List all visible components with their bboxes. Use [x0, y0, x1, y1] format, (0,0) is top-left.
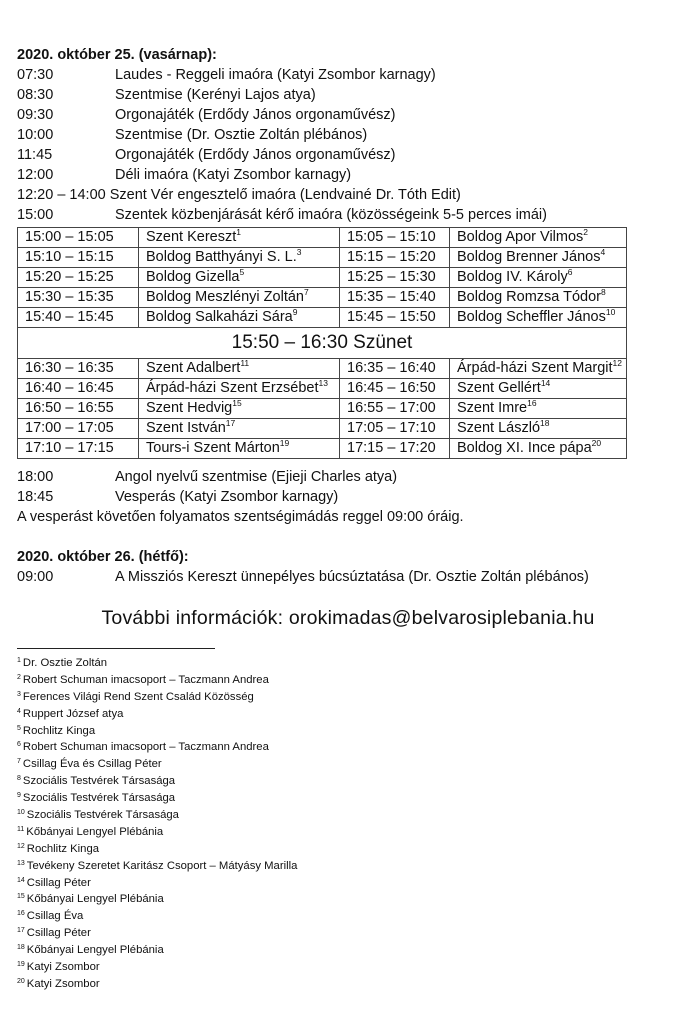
footnote — [17, 756, 297, 773]
slot-name-text: Szent Hedvig — [146, 400, 233, 416]
day1-heading: 2020. október 25. (vasárnap): — [17, 47, 217, 63]
footnote-text: Robert Schuman imacsoport – Taczmann Andrea — [22, 741, 269, 754]
slot-name-text: Szent István — [146, 420, 226, 436]
entry-time: 09:30 — [17, 107, 54, 123]
slot-name-text: Boldog Romzsa Tódor — [457, 289, 602, 305]
footnote-number: 18 — [17, 944, 25, 952]
schedule-entry — [17, 65, 436, 85]
footnote-ref[interactable]: 7 — [303, 287, 309, 297]
footnote-ref[interactable]: 18 — [540, 418, 550, 428]
slot-name — [139, 308, 340, 328]
table-row — [18, 248, 627, 268]
entry-text: Szentek közbenjárását kérő imaóra (közösségeink 5-5 perces imái) — [115, 207, 547, 223]
entry-text: Déli imaóra (Katyi Zsombor karnagy) — [115, 167, 352, 183]
slot-name — [450, 359, 627, 379]
footnote-separator — [17, 648, 215, 649]
slot-time: 15:05 – 15:10 — [340, 228, 450, 248]
entry-time: 08:30 — [17, 87, 54, 103]
table-row — [18, 399, 627, 419]
slot-name — [139, 268, 340, 288]
footnote-number: 1 — [17, 657, 21, 664]
slot-name-text: Tours-i Szent Márton — [146, 440, 280, 456]
footnote — [17, 655, 297, 672]
slot-name-text: Boldog Meszlényi Zoltán — [146, 289, 304, 305]
slot-name — [450, 379, 627, 399]
slot-time: 16:45 – 16:50 — [340, 379, 450, 399]
table-row — [18, 359, 627, 379]
footnote-ref[interactable]: 14 — [540, 378, 551, 388]
footnote — [17, 858, 297, 875]
slot-name-text: Boldog IV. Károly — [457, 269, 568, 285]
footnote-text: Ruppert József atya — [22, 707, 124, 720]
footnote — [17, 672, 297, 689]
footnote — [17, 807, 297, 824]
slot-name — [450, 228, 627, 248]
footnote — [17, 773, 297, 790]
slot-name-text: Szent Adalbert — [146, 360, 241, 376]
adoration-note: A vesperást követően folyamatos szentségimádás reggel 09:00 óráig. — [17, 509, 464, 525]
table-row — [18, 288, 627, 308]
footnote-ref[interactable]: 5 — [239, 267, 245, 277]
footnote-ref[interactable]: 10 — [605, 307, 616, 317]
footnote-ref[interactable]: 8 — [601, 287, 606, 297]
slot-name — [139, 288, 340, 308]
slot-time: 15:40 – 15:45 — [18, 308, 139, 328]
slot-time: 15:25 – 15:30 — [340, 268, 450, 288]
footnote — [17, 942, 297, 959]
footnote-text: Katyi Zsombor — [26, 961, 100, 974]
slot-name — [450, 399, 627, 419]
slot-time: 15:15 – 15:20 — [340, 248, 450, 268]
entry-text: Szentmise (Kerényi Lajos atya) — [115, 87, 316, 103]
entry-text: Szent Vér engesztelő imaóra (Lendvainé Dr. Tóth Edit) — [109, 187, 461, 203]
footnote-number: 12 — [17, 842, 25, 850]
footnote-text: Ferences Világi Rend Szent Család Közösség — [22, 690, 254, 703]
footnote-number: 15 — [17, 893, 25, 901]
schedule-entry — [17, 467, 397, 487]
footnote-ref[interactable]: 3 — [296, 247, 302, 257]
saints-schedule-table — [17, 227, 627, 459]
footnote-number: 3 — [17, 690, 21, 698]
footnote-ref[interactable]: 4 — [600, 247, 606, 257]
table-row — [18, 419, 627, 439]
slot-name-text: Boldog Apor Vilmos — [457, 229, 584, 245]
slot-time: 15:30 – 15:35 — [18, 288, 139, 308]
footnote-text: Csillag Éva — [26, 910, 84, 923]
slot-name — [139, 439, 340, 459]
footnote-number: 2 — [17, 673, 21, 681]
footnote-number: 6 — [17, 741, 21, 749]
footnote-ref[interactable]: 9 — [292, 307, 298, 317]
footnote-text: Tevékeny Szeretet Karitász Csoport – Mátyásy Marilla — [26, 859, 298, 872]
schedule-entry — [17, 85, 316, 105]
footnote-text: Kőbányai Lengyel Plébánia — [26, 893, 164, 906]
slot-time: 17:15 – 17:20 — [340, 439, 450, 459]
footnote-ref[interactable]: 13 — [318, 378, 328, 388]
footnote-text: Kőbányai Lengyel Plébánia — [26, 944, 164, 957]
break-row — [18, 328, 627, 359]
footnote-number: 10 — [17, 809, 25, 817]
footnote-text: Robert Schuman imacsoport – Taczmann Andrea — [22, 673, 269, 686]
table-row — [18, 228, 627, 248]
slot-name-text: Szent Imre — [457, 400, 528, 416]
slot-name — [139, 379, 340, 399]
footnote — [17, 689, 297, 706]
footnote-number: 13 — [17, 859, 25, 867]
schedule-entry — [17, 105, 395, 125]
day2-heading: 2020. október 26. (hétfő): — [17, 549, 189, 565]
footnote-number: 9 — [17, 792, 21, 800]
slot-name-text: Boldog Scheffler János — [457, 309, 606, 325]
slot-time: 15:00 – 15:05 — [18, 228, 139, 248]
table-row — [18, 379, 627, 399]
slot-name-text: Boldog Brenner János — [457, 249, 601, 265]
schedule-entry — [17, 165, 351, 185]
slot-name — [450, 439, 627, 459]
slot-name-text: Szent Kereszt — [146, 229, 237, 245]
footnote-number: 20 — [17, 977, 25, 985]
footnote-text: Csillag Péter — [26, 876, 91, 889]
slot-name — [450, 248, 627, 268]
entry-text: Szentmise (Dr. Osztie Zoltán plébános) — [115, 127, 368, 143]
footnote — [17, 723, 297, 740]
contact-info[interactable]: További információk: orokimadas@belvarosiplebania.hu — [101, 607, 595, 629]
slot-name-text: Boldog XI. Ince pápa — [457, 440, 592, 456]
footnote — [17, 706, 297, 723]
schedule-entry — [17, 567, 589, 587]
slot-name-text: Szent László — [457, 420, 541, 436]
schedule-entry — [17, 125, 367, 145]
footnote — [17, 790, 297, 807]
footnote-text: Katyi Zsombor — [26, 977, 100, 990]
footnote-ref[interactable]: 15 — [232, 398, 242, 408]
footnote-number: 17 — [17, 927, 25, 935]
table-row — [18, 268, 627, 288]
entry-time: 18:45 — [17, 489, 54, 505]
slot-time: 17:10 – 17:15 — [18, 439, 139, 459]
footnote-number: 19 — [17, 961, 25, 969]
slot-time: 16:50 – 16:55 — [18, 399, 139, 419]
slot-time: 15:10 – 15:15 — [18, 248, 139, 268]
footnotes-list — [17, 655, 297, 993]
slot-name-text: Árpád-házi Szent Erzsébet — [146, 380, 319, 396]
footnote-number: 8 — [17, 775, 21, 783]
slot-name-text: Boldog Batthyányi S. L. — [146, 249, 297, 265]
footnote-ref[interactable]: 2 — [583, 227, 589, 237]
footnote-ref[interactable]: 11 — [240, 358, 250, 368]
footnote-number: 16 — [17, 910, 25, 918]
footnote-number: 5 — [17, 724, 21, 732]
entry-text: Orgonajáték (Erdődy János orgonaművész) — [115, 147, 396, 163]
footnote-number: 4 — [17, 707, 21, 715]
slot-name — [139, 419, 340, 439]
entry-time: 18:00 — [17, 469, 54, 485]
slot-time: 17:00 – 17:05 — [18, 419, 139, 439]
slot-name-text: Szent Gellért — [457, 380, 541, 396]
slot-name — [450, 288, 627, 308]
entry-time: 11:45 — [17, 147, 53, 163]
footnote-text: Csillag Éva és Csillag Péter — [22, 758, 162, 771]
footnote-text: Dr. Osztie Zoltán — [22, 657, 108, 669]
entry-text: Vesperás (Katyi Zsombor karnagy) — [115, 489, 339, 505]
footnote-text: Szociális Testvérek Társasága — [22, 775, 176, 788]
schedule-entry — [17, 487, 338, 507]
footnote-ref[interactable]: 19 — [279, 438, 290, 448]
footnote-text: Csillag Péter — [26, 927, 91, 940]
slot-time: 15:20 – 15:25 — [18, 268, 139, 288]
footnote-text: Szociális Testvérek Társasága — [26, 809, 179, 822]
footnote-ref[interactable]: 12 — [612, 358, 623, 368]
slot-time: 16:40 – 16:45 — [18, 379, 139, 399]
footnote — [17, 824, 297, 841]
entry-time: 15:00 — [17, 207, 54, 223]
footnote — [17, 739, 297, 756]
slot-time: 16:55 – 17:00 — [340, 399, 450, 419]
slot-name — [139, 359, 340, 379]
slot-time: 16:30 – 16:35 — [18, 359, 139, 379]
footnote — [17, 875, 297, 892]
schedule-entry — [17, 185, 461, 205]
footnote — [17, 959, 297, 976]
footnote-text: Rochlitz Kinga — [26, 842, 100, 855]
slot-time: 16:35 – 16:40 — [340, 359, 450, 379]
footnote — [17, 891, 297, 908]
entry-time: 12:20 – 14:00 — [17, 187, 106, 203]
slot-name — [139, 248, 340, 268]
entry-text: Angol nyelvű szentmise (Ejieji Charles atya) — [115, 469, 398, 485]
footnote-ref[interactable]: 1 — [236, 227, 241, 237]
entry-time: 09:00 — [17, 569, 54, 585]
break-label: 15:50 – 16:30 Szünet — [18, 328, 627, 359]
table-row — [18, 439, 627, 459]
footnote — [17, 976, 297, 993]
slot-name-text: Boldog Salkaházi Sára — [146, 309, 293, 325]
footnote — [17, 908, 297, 925]
slot-name-text: Árpád-házi Szent Margit — [457, 360, 613, 376]
entry-text: Orgonajáték (Erdődy János orgonaművész) — [115, 107, 396, 123]
slot-name — [450, 268, 627, 288]
footnote-number: 14 — [17, 876, 25, 884]
entry-time: 12:00 — [17, 167, 54, 183]
entry-time: 07:30 — [17, 67, 54, 83]
footnote-number: 7 — [17, 758, 21, 766]
slot-name — [450, 419, 627, 439]
slot-time: 15:35 – 15:40 — [340, 288, 450, 308]
slot-time: 17:05 – 17:10 — [340, 419, 450, 439]
schedule-entry — [17, 205, 547, 225]
footnote-ref[interactable]: 16 — [527, 398, 537, 408]
entry-text: Laudes - Reggeli imaóra (Katyi Zsombor karnagy) — [115, 67, 436, 83]
footnote-ref[interactable]: 6 — [567, 267, 573, 277]
footnote — [17, 841, 297, 858]
footnote — [17, 925, 297, 942]
slot-name — [139, 399, 340, 419]
schedule-entry — [17, 145, 395, 165]
footnote-text: Kőbányai Lengyel Plébánia — [26, 825, 164, 838]
footnote-ref[interactable]: 17 — [225, 418, 236, 428]
slot-time: 15:45 – 15:50 — [340, 308, 450, 328]
entry-text: A Missziós Kereszt ünnepélyes búcsúztatása (Dr. Osztie Zoltán plébános) — [115, 569, 589, 585]
footnote-text: Szociális Testvérek Társasága — [22, 792, 176, 805]
entry-time: 10:00 — [17, 127, 54, 143]
footnote-number: 11 — [17, 825, 25, 833]
footnote-ref[interactable]: 20 — [591, 438, 602, 448]
slot-name-text: Boldog Gizella — [146, 269, 240, 285]
table-row — [18, 308, 627, 328]
slot-name — [450, 308, 627, 328]
footnote-text: Rochlitz Kinga — [22, 724, 96, 737]
slot-name — [139, 228, 340, 248]
